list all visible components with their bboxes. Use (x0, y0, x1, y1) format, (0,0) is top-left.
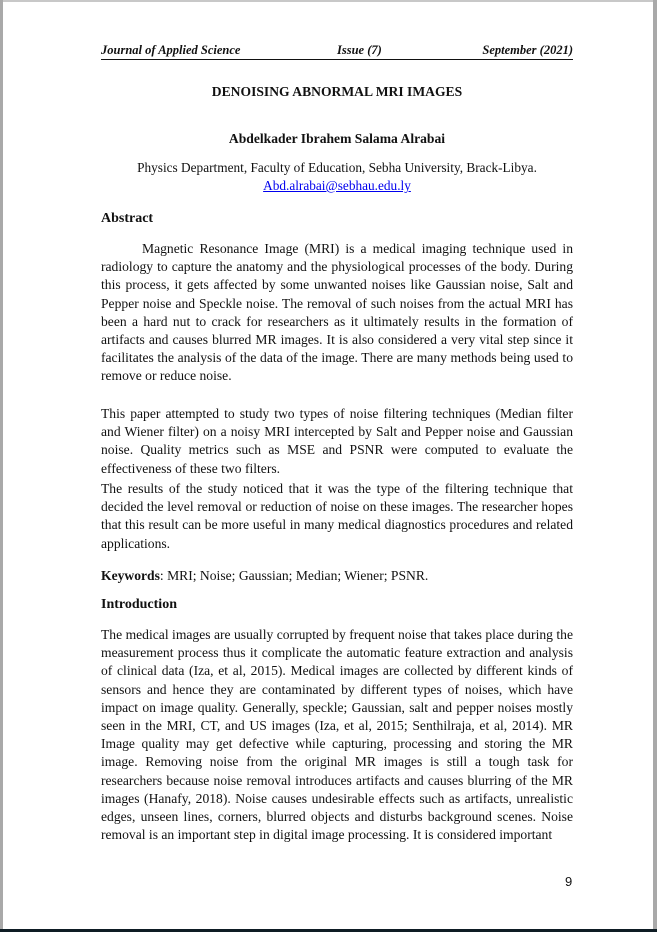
author-email-link[interactable]: Abd.alrabai@sebhau.edu.ly (263, 178, 411, 193)
page-number: 9 (565, 874, 573, 889)
page-frame-top (0, 0, 657, 2)
page-frame-left (0, 0, 3, 932)
introduction-heading: Introduction (101, 597, 177, 612)
keywords-label: Keywords (101, 568, 160, 583)
abstract-paragraph-2: This paper attempted to study two types of noise filtering techniques (Median filter and Wiener filter) on a noisy MRI intercepted by Salt and Pepper noise and Gaussian noise. Quality metrics such as MSE and PSNR were computed to evaluate the effectiveness of these two filters. (101, 406, 573, 476)
journal-name: Journal of Applied Science (101, 43, 241, 57)
page-frame-right (653, 0, 657, 932)
paper-title: DENOISING ABNORMAL MRI IMAGES (211, 84, 463, 99)
introduction-paragraph: The medical images are usually corrupted by frequent noise that takes place during the measurement process thus it complicate the automatic feature extraction and analysis of clinical data (Iza, et al, 2015). Medical images are collected by different kinds of sensors and hence they are contaminated by different types of noises, which have impact on image quality. Generally, speckle; Gaussian, salt and pepper noises mostly seen in the MRI, CT, and US images (Iza, et al, 2015; Senthilraja, et al, 2014). MR Image quality may get defective while capturing, processing and storing the MR image. Removing noise from the original MR images is still a tough task for researchers because noise removal introduces artifacts and causes blurring of the MR images (Hanafy, 2018). Noise causes undesirable effects such as artifacts, unrealistic edges, unseen lines, corners, blurred objects and disturbs background scenes. Noise removal is an important step in digital image processing. It is considered important (101, 627, 573, 843)
author-affiliation: Physics Department, Faculty of Education, Sebha University, Brack-Libya. (137, 160, 537, 175)
running-header (101, 42, 573, 60)
keywords-values: : MRI; Noise; Gaussian; Median; Wiener; PSNR. (159, 568, 429, 583)
author-name: Abdelkader Ibrahem Salama Alrabai (228, 131, 446, 146)
issue-number: Issue (7) (337, 43, 382, 57)
keywords-line (101, 568, 428, 584)
issue-date: September (2021) (482, 43, 573, 57)
abstract-heading: Abstract (101, 211, 154, 226)
abstract-paragraph-1: Magnetic Resonance Image (MRI) is a medical imaging technique used in radiology to capture the anatomy and the physiological processes of the body. During this process, it gets affected by some unwanted noises like Gaussian noise, Salt and Pepper noise and Speckle noise. The removal of such noises from the actual MRI has been a hard nut to crack for researchers as it ultimately results in the formation of artifacts and causes blurred MR images. It is also considered a very vital step since it facilitates the analysis of the data of the image. There are many methods being used to remove or reduce noise. (101, 241, 573, 384)
abstract-paragraph-3: The results of the study noticed that it was the type of the filtering technique that decided the level removal or reduction of noise on these images. The researcher hopes that this result can be more useful in many medical diagnostics procedures and related applications. (101, 481, 573, 551)
author-email-line (101, 178, 573, 194)
